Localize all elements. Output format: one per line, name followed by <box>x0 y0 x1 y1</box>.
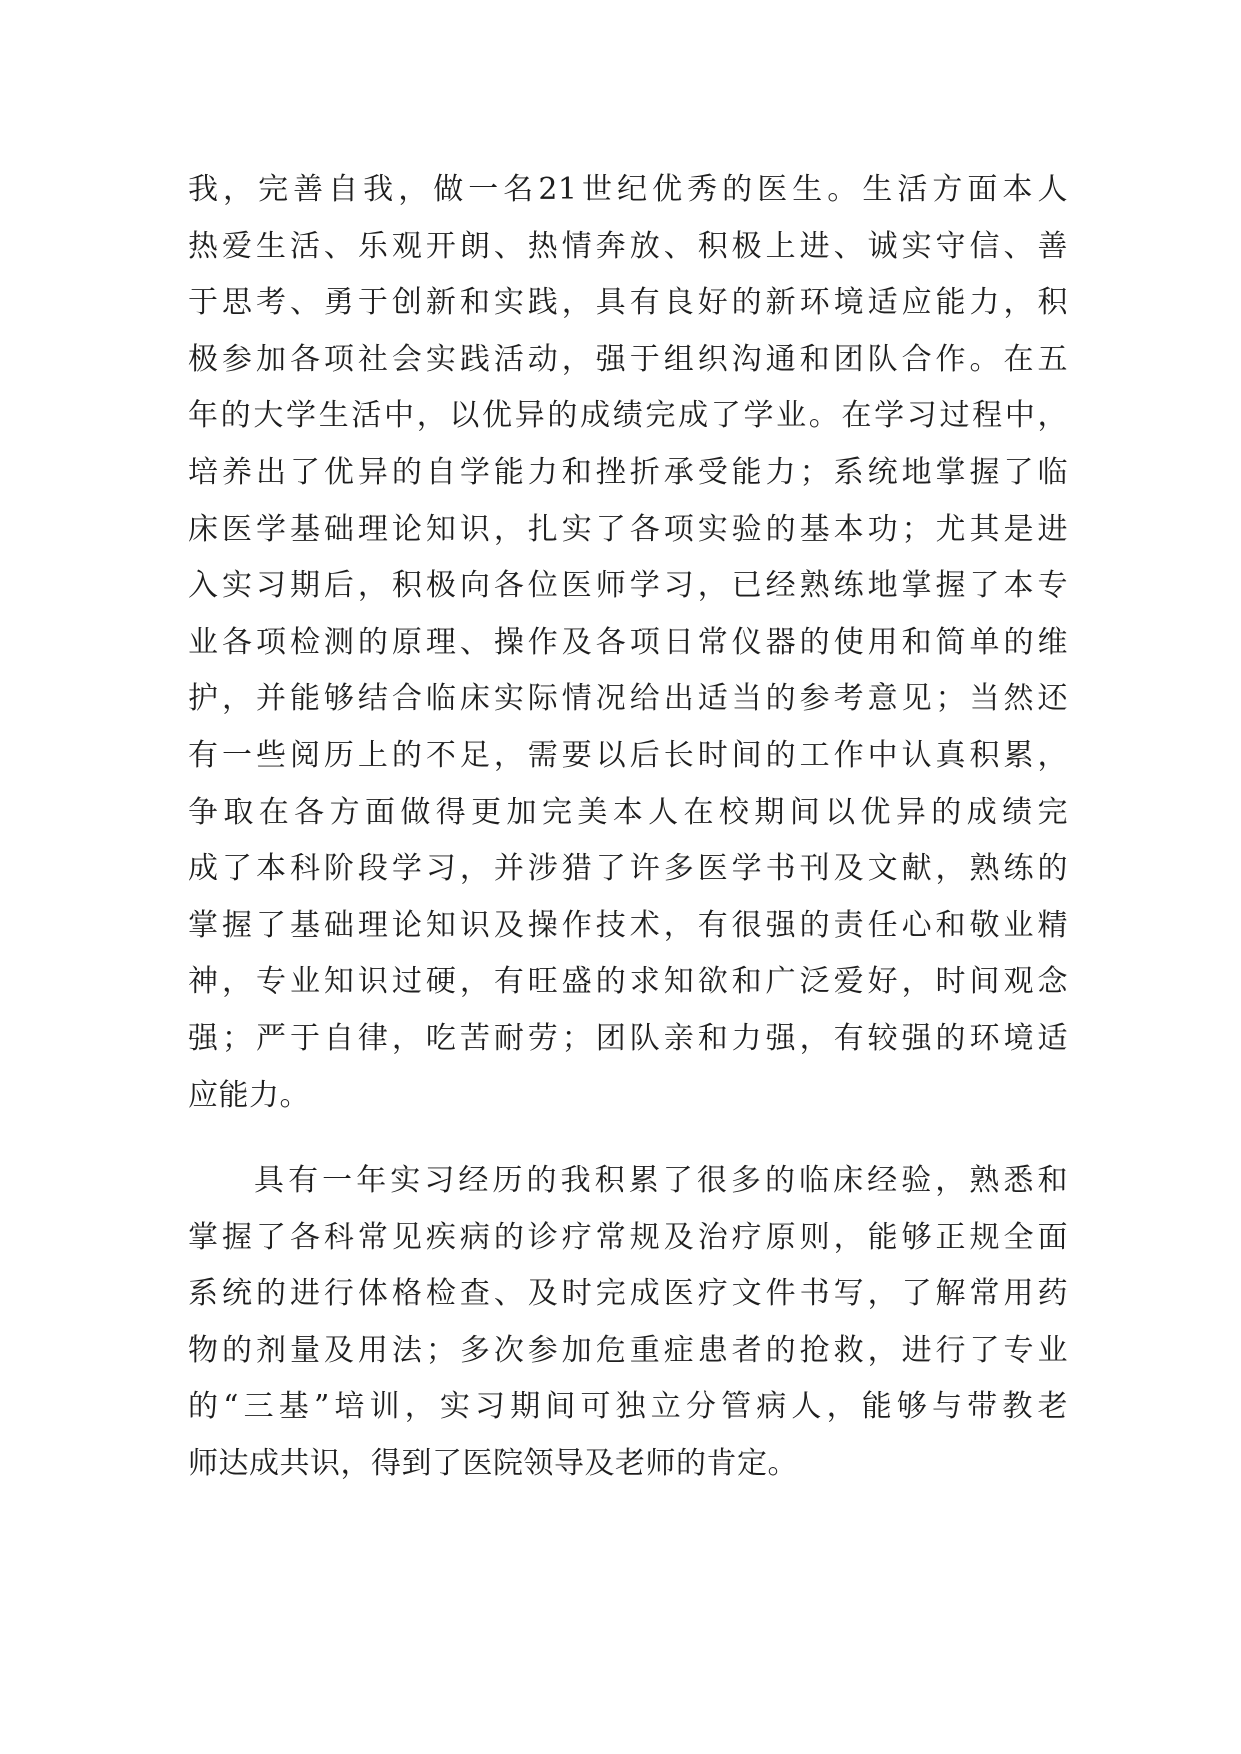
paragraph-line: 神，专业知识过硬，有旺盛的求知欲和广泛爱好，时间观念 <box>188 964 1068 1000</box>
paragraph-line: 于思考、勇于创新和实践，具有良好的新环境适应能力，积 <box>188 285 1068 321</box>
paragraph-1 <box>188 162 1068 1124</box>
paragraph-line: 强；严于自律，吃苦耐劳；团队亲和力强，有较强的环境适 <box>188 1020 1068 1056</box>
paragraph-line: 系统的进行体格检查、及时完成医疗文件书写，了解常用药 <box>188 1276 1068 1312</box>
paragraph-line: 我，完善自我，做一名21世纪优秀的医生。生活方面本人 <box>188 172 1068 207</box>
paragraph-line: 物的剂量及用法；多次参加危重症患者的抢救，进行了专业 <box>188 1332 1068 1368</box>
paragraph-line: 掌握了各科常见疾病的诊疗常规及治疗原则，能够正规全面 <box>188 1219 1068 1255</box>
paragraph-line: 成了本科阶段学习，并涉猎了许多医学书刊及文献，熟练的 <box>188 851 1068 887</box>
paragraph-line: 极参加各项社会实践活动，强于组织沟通和团队合作。在五 <box>188 341 1068 377</box>
paragraph-line: 年的大学生活中，以优异的成绩完成了学业。在学习过程中， <box>188 398 1068 434</box>
paragraph-line: 培养出了优异的自学能力和挫折承受能力；系统地掌握了临 <box>188 454 1068 490</box>
paragraph-line: 掌握了基础理论知识及操作技术，有很强的责任心和敬业精 <box>188 907 1068 943</box>
paragraph-line: 护，并能够结合临床实际情况给出适当的参考意见；当然还 <box>188 681 1068 717</box>
paragraph-line: 业各项检测的原理、操作及各项日常仪器的使用和简单的维 <box>188 624 1068 660</box>
paragraph-line: 床医学基础理论知识，扎实了各项实验的基本功；尤其是进 <box>188 511 1068 547</box>
paragraph-line: 入实习期后，积极向各位医师学习，已经熟练地掌握了本专 <box>188 568 1068 604</box>
paragraph-line: 有一些阅历上的不足，需要以后长时间的工作中认真积累， <box>188 737 1068 773</box>
paragraph-line: 的“三基”培训，实习期间可独立分管病人，能够与带教老 <box>188 1389 1068 1425</box>
paragraph-line: 师达成共识，得到了医院领导及老师的肯定。 <box>188 1445 798 1481</box>
paragraph-2 <box>188 1153 1068 1493</box>
paragraph-line: 争取在各方面做得更加完美本人在校期间以优异的成绩完 <box>188 794 1068 830</box>
paragraph-line: 应能力。 <box>188 1077 310 1113</box>
paragraph-line: 热爱生活、乐观开朗、热情奔放、积极上进、诚实守信、善 <box>188 228 1068 264</box>
paragraph-line: 具有一年实习经历的我积累了很多的临床经验，熟悉和 <box>254 1163 1068 1198</box>
